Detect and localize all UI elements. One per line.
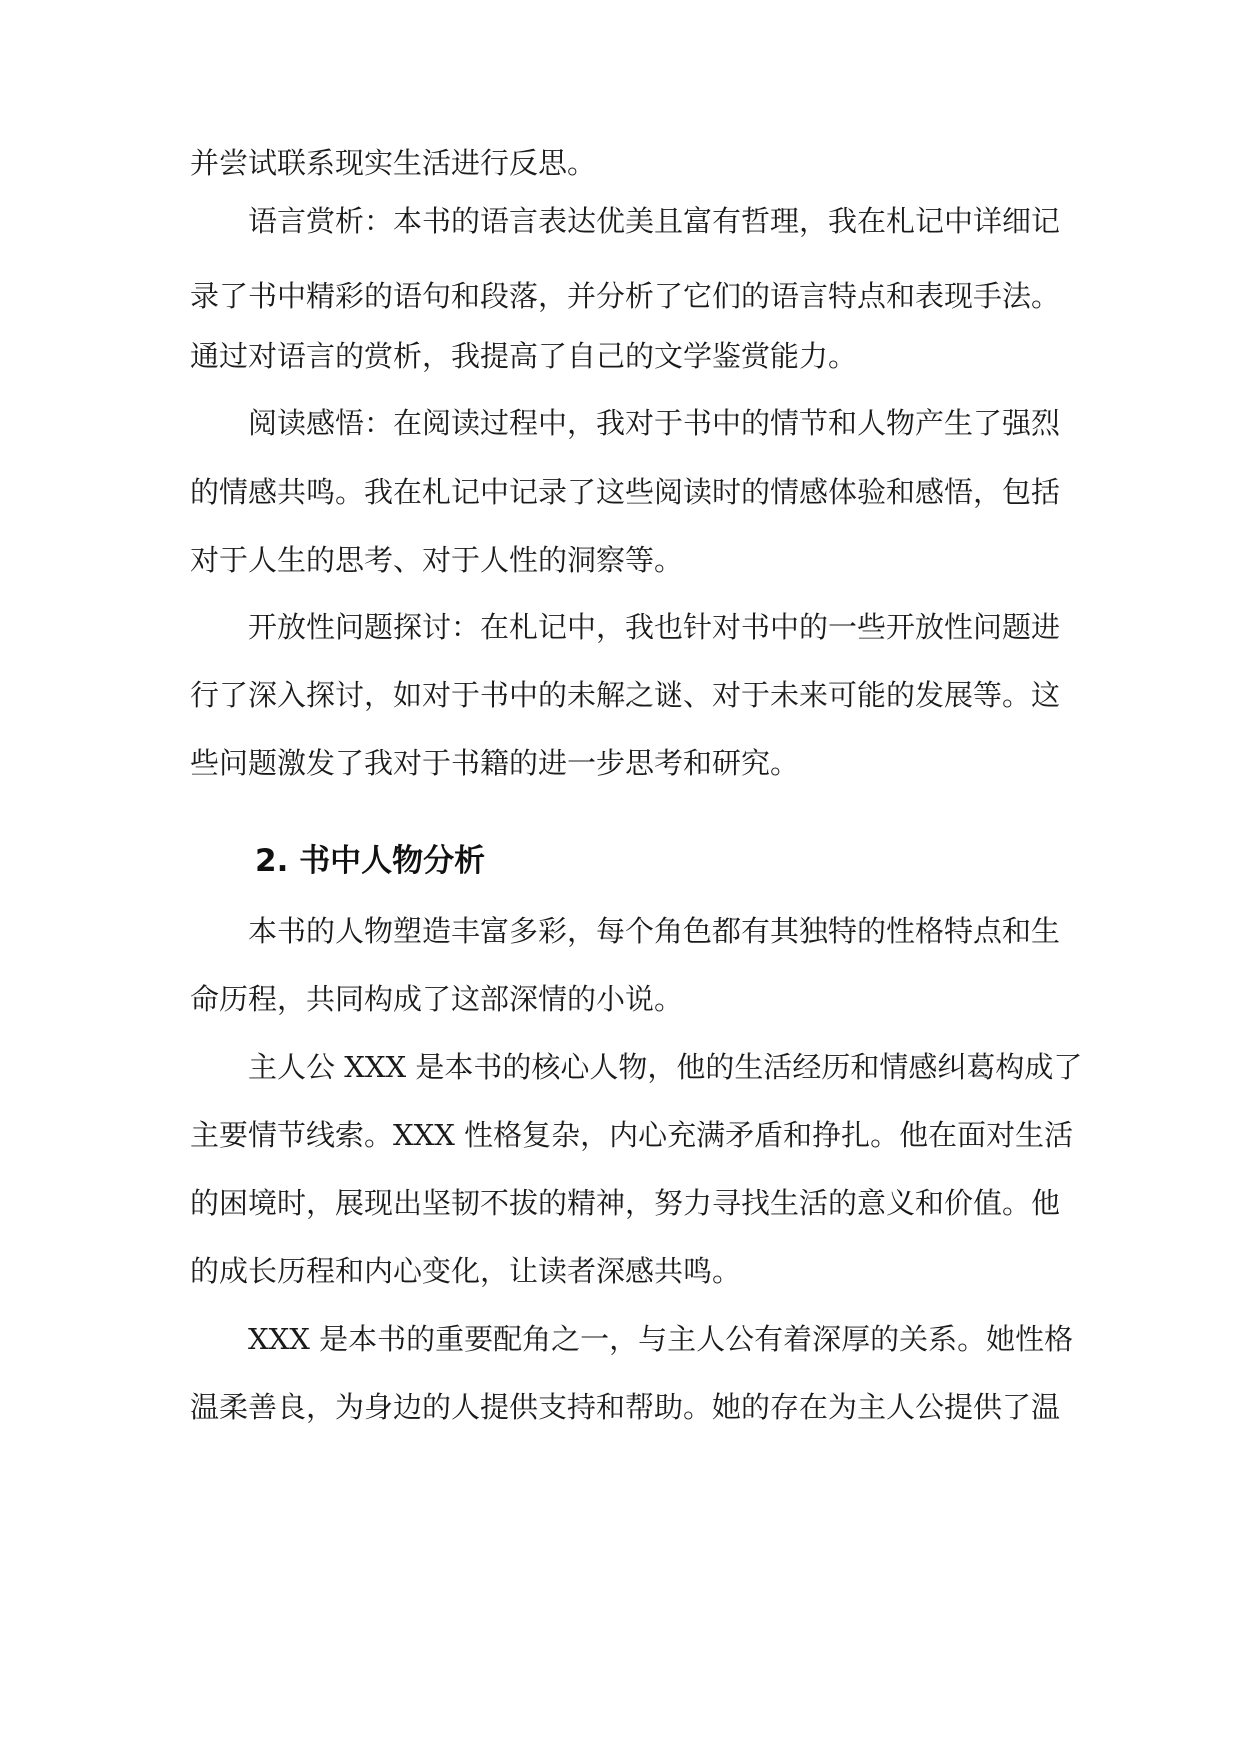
paragraph-line: 通过对语言的赏析，我提高了自己的文学鉴赏能力。 <box>190 339 858 373</box>
paragraph-line: 命历程，共同构成了这部深情的小说。 <box>190 982 684 1016</box>
paragraph-line: 录了书中精彩的语句和段落，并分析了它们的语言特点和表现手法。 <box>190 279 1061 313</box>
paragraph-line: 并尝试联系现实生活进行反思。 <box>190 146 597 180</box>
paragraph-line: 的困境时，展现出坚韧不拔的精神，努力寻找生活的意义和价值。他 <box>190 1186 1061 1220</box>
paragraph-line: 本书的人物塑造丰富多彩，每个角色都有其独特的性格特点和生 <box>248 914 1061 948</box>
paragraph-line: 些问题激发了我对于书籍的进一步思考和研究。 <box>190 746 800 780</box>
paragraph-line: 的情感共鸣。我在札记中记录了这些阅读时的情感体验和感悟，包括 <box>190 475 1061 509</box>
paragraph-line: 的成长历程和内心变化，让读者深感共鸣。 <box>190 1254 742 1288</box>
paragraph-line: 阅读感悟：在阅读过程中，我对于书中的情节和人物产生了强烈 <box>248 406 1061 440</box>
paragraph-line: 对于人生的思考、对于人性的洞察等。 <box>190 543 684 577</box>
paragraph-line: 主人公 XXX 是本书的核心人物，他的生活经历和情感纠葛构成了 <box>248 1050 1083 1084</box>
paragraph-line: 主要情节线索。XXX 性格复杂，内心充满矛盾和挣扎。他在面对生活 <box>190 1118 1074 1152</box>
paragraph-line: XXX 是本书的重要配角之一，与主人公有着深厚的关系。她性格 <box>248 1322 1074 1356</box>
paragraph-line: 语言赏析：本书的语言表达优美且富有哲理，我在札记中详细记 <box>248 204 1061 238</box>
paragraph-line: 温柔善良，为身边的人提供支持和帮助。她的存在为主人公提供了温 <box>190 1390 1061 1424</box>
section-heading: 2. 书中人物分析 <box>255 843 486 879</box>
paragraph-line: 开放性问题探讨：在札记中，我也针对书中的一些开放性问题进 <box>248 610 1061 644</box>
paragraph-line: 行了深入探讨，如对于书中的未解之谜、对于未来可能的发展等。这 <box>190 678 1061 712</box>
